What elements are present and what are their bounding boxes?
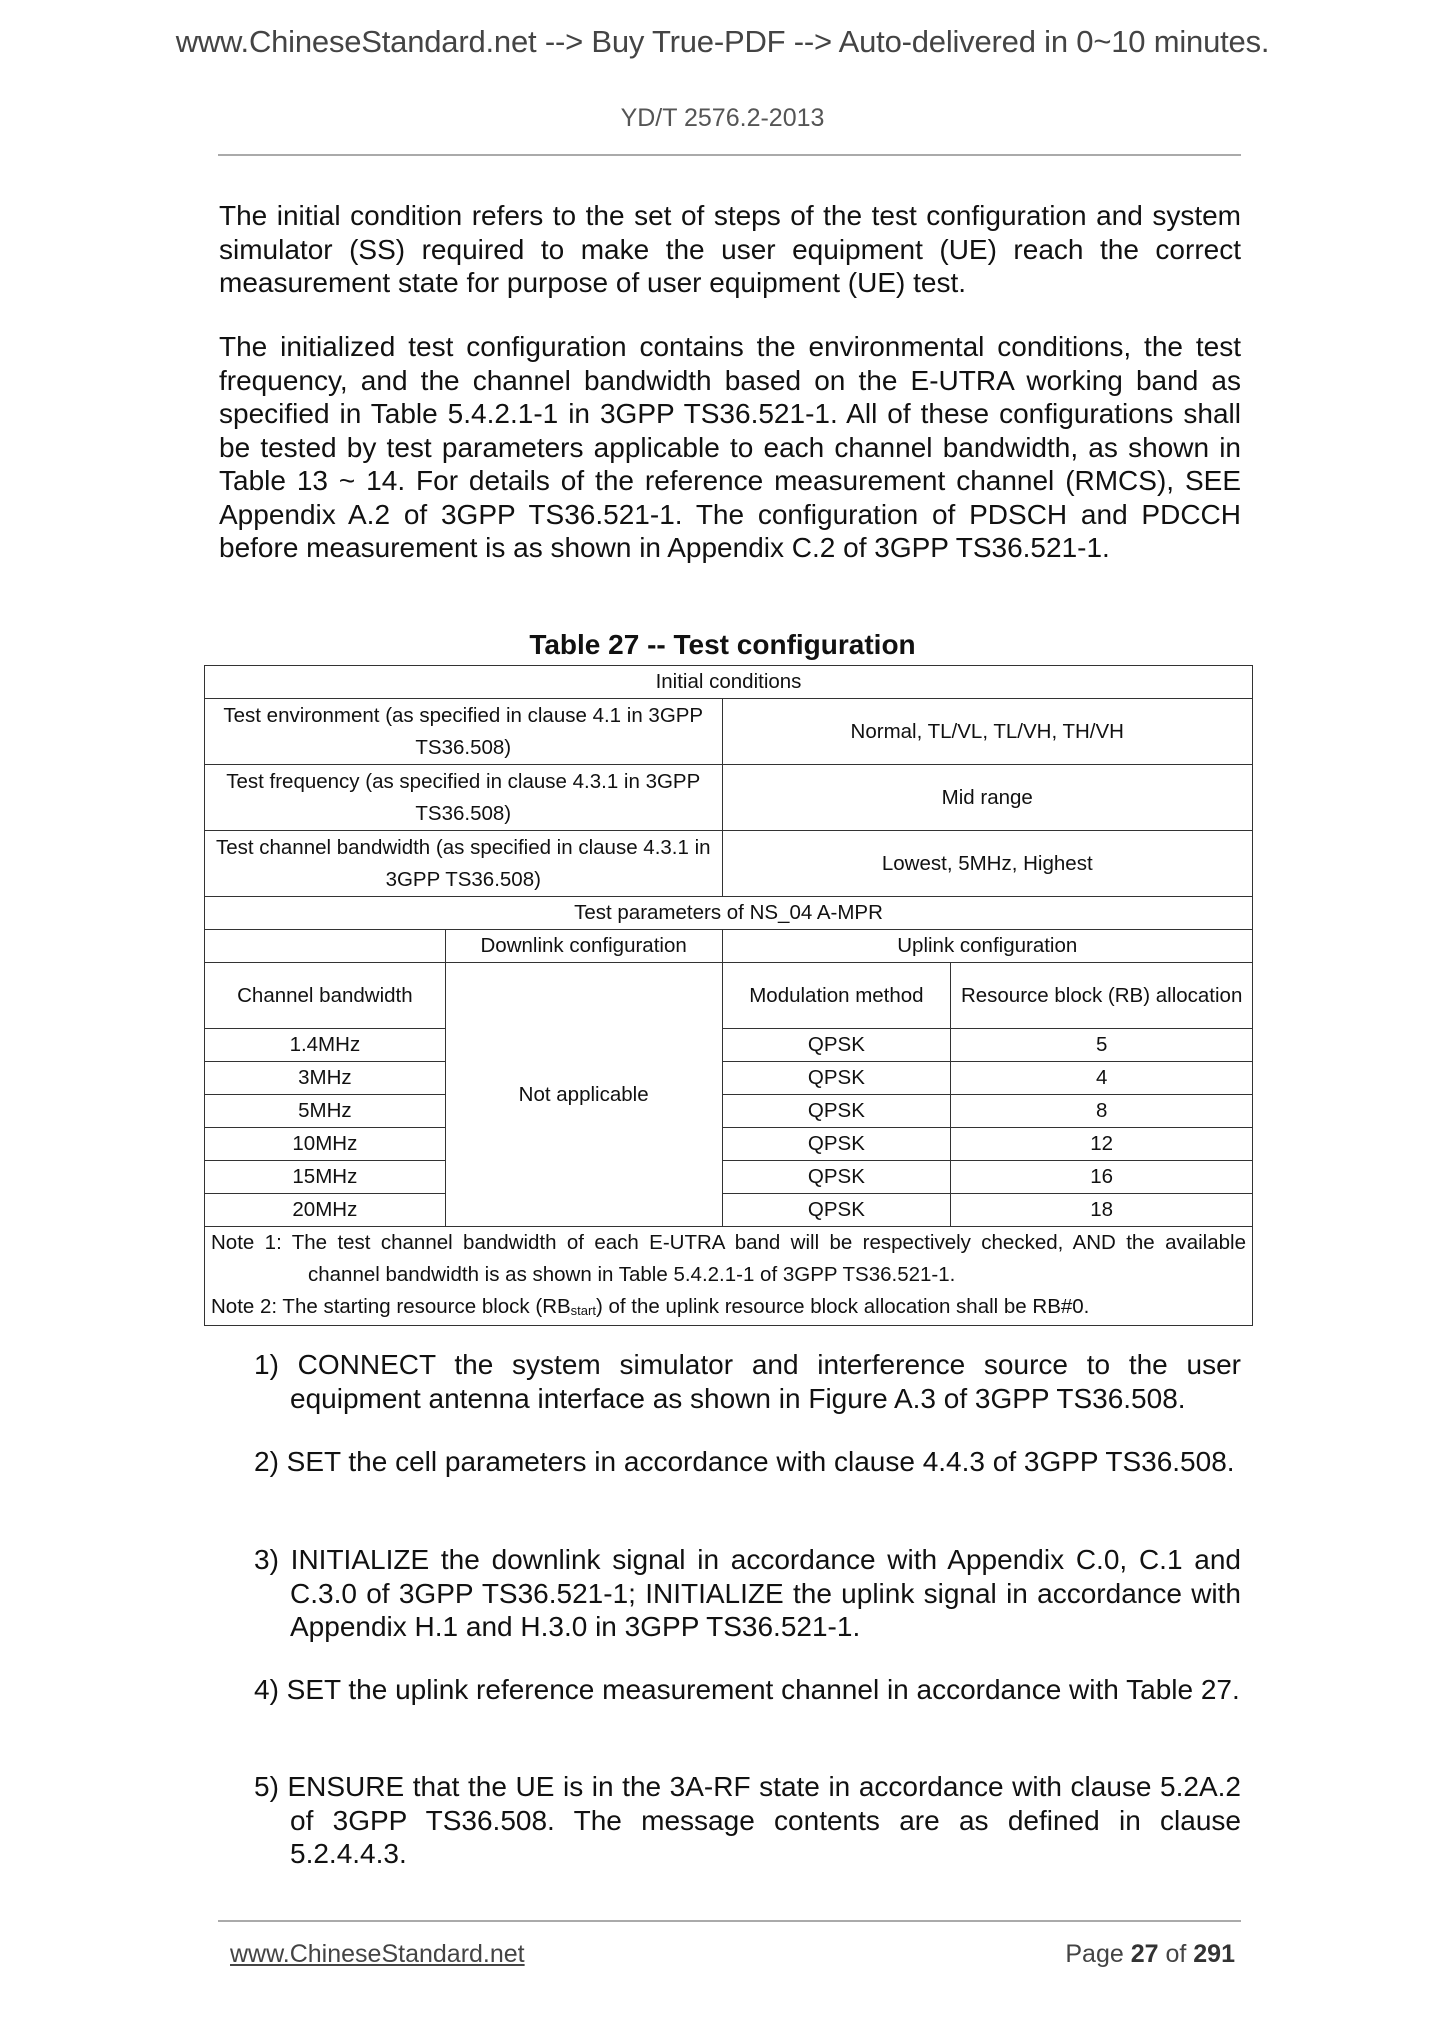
page-total: 291 [1193,1940,1235,1968]
note-2-text-end: ) of the uplink resource block allocation shall be RB#0. [595,1295,1090,1318]
bw-cell: 15MHz [205,1161,446,1194]
page-current: 27 [1130,1940,1159,1968]
initial-row-value: Normal, TL/VL, TL/VH, TH/VH [722,699,1252,765]
step-5: 5) ENSURE that the UE is in the 3A-RF state in accordance with clause 5.2A.2 of 3GPP TS36.508. The message contents are as defined in clause 5.2.4.4.3. [254,1771,1241,1869]
paragraph-test-configuration: The initialized test configuration contains the environmental conditions, the test frequency, and the channel bandwidth based on the E-UTRA working band as specified in Table 5.4.2.1-1 in 3GPP TS36.521-1. All of these configurations shall be tested by test parameters applicable to each channel bandwidth, as shown in Table 13 ~ 14. For details of the reference measurement channel (RMCS), SEE Appendix A.2 of 3GPP TS36.521-1. The configuration of PDSCH and PDCCH before measurement is as shown in Appendix C.2 of 3GPP TS36.521-1. [219,331,1241,563]
footer-divider [218,1920,1241,1922]
bw-cell: 1.4MHz [205,1029,446,1062]
bw-cell: 10MHz [205,1128,446,1161]
step-1: 1) CONNECT the system simulator and interference source to the user equipment antenna interface as shown in Figure A.3 of 3GPP TS36.508. [254,1349,1241,1414]
bw-cell: 3MHz [205,1062,446,1095]
table-row [205,1128,1253,1161]
paragraph-initial-condition: The initial condition refers to the set of steps of the test configuration and system simulator (SS) required to make the user equipment (UE) reach the correct measurement state for purpose of user equipment (UE) test. [219,200,1241,298]
note-2 [211,1295,1089,1318]
table-row [205,1062,1253,1095]
downlink-header: Downlink configuration [445,930,722,963]
test-configuration-table [204,665,1253,1326]
initial-row-label: Test frequency (as specified in clause 4.3.1 in 3GPP TS36.508) [205,765,723,831]
mod-cell: QPSK [722,1095,951,1128]
page-label: Page [1065,1940,1124,1968]
rb-cell: 12 [951,1128,1253,1161]
header-divider [218,154,1241,156]
initial-row-value: Lowest, 5MHz, Highest [722,831,1252,897]
rb-cell: 4 [951,1062,1253,1095]
note-2-text: Note 2: The starting resource block (RB [211,1295,571,1318]
bw-cell: 20MHz [205,1194,446,1227]
note-2-subscript: start [570,1303,596,1318]
mod-cell: QPSK [722,1161,951,1194]
rb-cell: 16 [951,1161,1253,1194]
initial-conditions-header: Initial conditions [205,666,1253,699]
initial-row-value: Mid range [722,765,1252,831]
uplink-header: Uplink configuration [722,930,1252,963]
mod-cell: QPSK [722,1128,951,1161]
modulation-header: Modulation method [722,963,951,1029]
bw-cell: 5MHz [205,1095,446,1128]
initial-row-label: Test channel bandwidth (as specified in clause 4.3.1 in 3GPP TS36.508) [205,831,723,897]
rb-cell: 18 [951,1194,1253,1227]
footer-site-link[interactable]: www.ChineseStandard.net [230,1940,525,1968]
page-number [1065,1940,1235,1969]
table-row [205,1095,1253,1128]
params-header: Test parameters of NS_04 A-MPR [205,897,1253,930]
rb-allocation-header: Resource block (RB) allocation [951,963,1253,1029]
standard-id: YD/T 2576.2-2013 [620,104,825,132]
header-banner: www.ChineseStandard.net --> Buy True-PDF --> Auto-delivered in 0~10 minutes. [175,24,1270,59]
table-notes [205,1227,1253,1326]
empty-header-cell [205,930,446,963]
table-row [205,1194,1253,1227]
table-row [205,1029,1253,1062]
mod-cell: QPSK [722,1194,951,1227]
page-of: of [1165,1940,1187,1968]
note-1: Note 1: The test channel bandwidth of each E-UTRA band will be respectively checked, AND the available channel bandwidth is as shown in Table 5.4.2.1-1 of 3GPP TS36.521-1. [211,1231,1246,1286]
rb-cell: 8 [951,1095,1253,1128]
rb-cell: 5 [951,1029,1253,1062]
downlink-value: Not applicable [445,963,722,1227]
table-row [205,1161,1253,1194]
step-4: 4) SET the uplink reference measurement channel in accordance with Table 27. [254,1674,1240,1705]
initial-row-label: Test environment (as specified in clause 4.1 in 3GPP TS36.508) [205,699,723,765]
channel-bandwidth-header: Channel bandwidth [205,963,446,1029]
table-caption: Table 27 -- Test configuration [529,629,916,660]
mod-cell: QPSK [722,1062,951,1095]
step-3: 3) INITIALIZE the downlink signal in accordance with Appendix C.0, C.1 and C.3.0 of 3GPP TS36.521-1; INITIALIZE the uplink signal in accordance with Appendix H.1 and H.3.0 in 3GPP TS36.521-1. [254,1544,1241,1642]
mod-cell: QPSK [722,1029,951,1062]
step-2: 2) SET the cell parameters in accordance with clause 4.4.3 of 3GPP TS36.508. [254,1446,1235,1477]
